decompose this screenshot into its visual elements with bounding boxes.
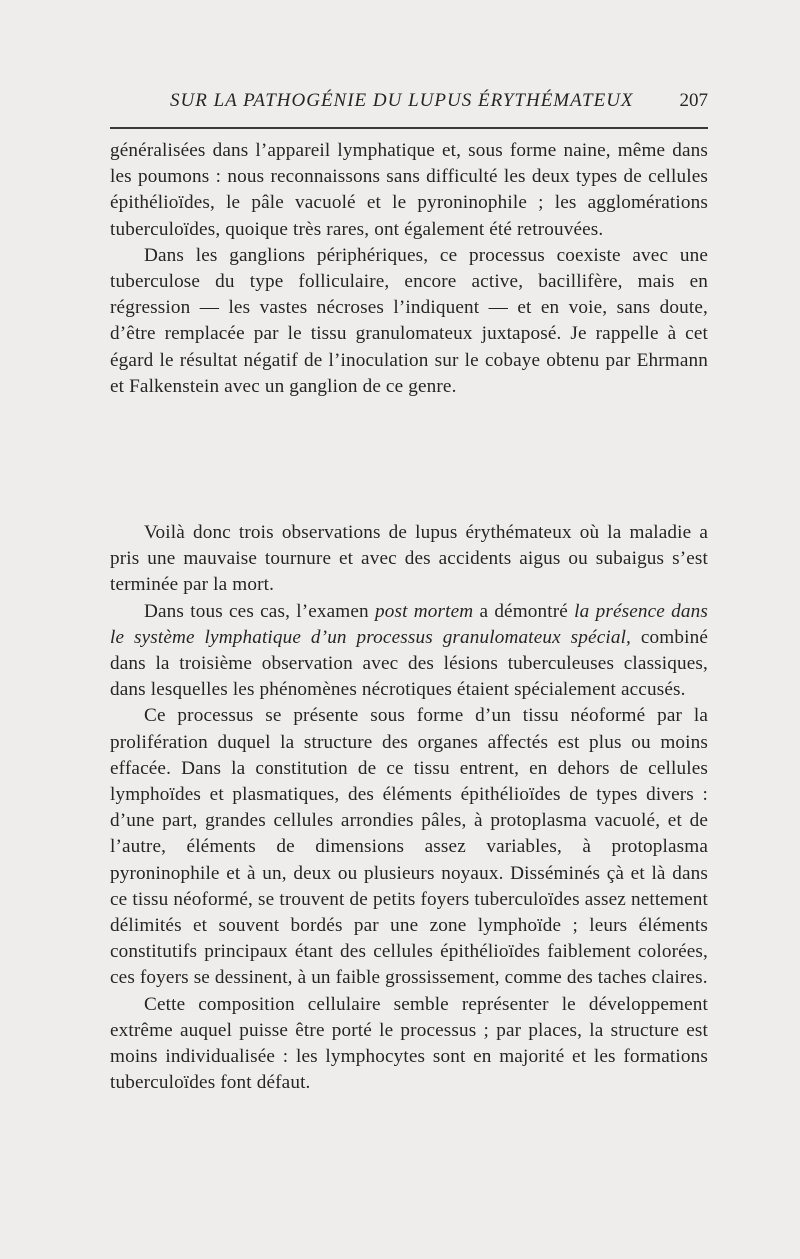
paragraph bbox=[110, 520, 708, 599]
header-rule bbox=[110, 127, 708, 129]
text-run: a démontré bbox=[473, 600, 575, 622]
text-run: Ce processus se présente sous forme d’un tissu néoformé par la prolifération duquel la structure des organes affectés est plus ou moins effacée. Dans la constitution de ce tissu entrent, en dehors de cellules lymphoïdes et plasmatiques, des éléments épithélioïdes de types divers : d’une part, grandes cellules arrondies pâles, à protoplasma vacuolé, et de l’autre, éléments de dimensions assez variables, à protoplasma pyroninophile et à un, deux ou plusieurs noyaux. Disséminés çà et là dans ce tissu néoformé, se trouvent de petits foyers tuberculoïdes assez nettement délimités et souvent bordés par une zone lymphoïde ; leurs éléments constitutifs principaux étant des cellules épithélioïdes faiblement colorées, ces foyers se dessinent, à un faible grossissement, comme des taches claires. bbox=[110, 705, 708, 989]
paragraph bbox=[110, 243, 708, 400]
text-run: combiné dans la troisième observation avec des lésions tuberculeuses classiques, dans lesquelles les phénomènes nécrotiques étaient spécialement accusés. bbox=[110, 626, 708, 701]
text-run: Cette composition cellulaire semble représenter le développement extrême auquel puisse être porté le processus ; par places, la structure est moins individualisée : les lymphocytes sont en majorité et les formations tuberculoïdes font défaut. bbox=[110, 993, 708, 1094]
paragraph bbox=[110, 138, 708, 243]
text-section-1 bbox=[110, 138, 708, 400]
paragraph bbox=[110, 599, 708, 704]
page-number: 207 bbox=[679, 90, 708, 111]
paragraph bbox=[110, 703, 708, 991]
running-head bbox=[110, 86, 708, 116]
text-run: Voilà donc trois observations de lupus érythémateux où la maladie a pris une mauvaise tournure et avec des accidents aigus ou subaigus s’est terminée par la mort. bbox=[110, 522, 708, 596]
text-run: généralisées dans l’appareil lymphatique et, sous forme naine, même dans les poumons : nous reconnaissons sans difficulté les deux types de cellules épithélioïdes, le pâle vacuolé et le pyroninophile ; les agglomérations tuberculoïdes, quoique très rares, ont également été retrouvées. bbox=[110, 140, 708, 240]
text-run: Dans les ganglions périphériques, ce processus coexiste avec une tuberculose du type folliculaire, encore active, bacillifère, mais en régression — les vastes nécroses l’indiquent — et en voie, sans doute, d’être remplacée par le tissu granulomateux juxtaposé. Je rappelle à cet égard le résultat négatif de l’inoculation sur le cobaye obtenu par Ehrmann et Falkenstein avec un ganglion de ce genre. bbox=[110, 244, 708, 397]
text-run: Dans tous ces cas, l’examen bbox=[144, 600, 375, 622]
italic-run: la présence dans le système lymphatique d’un processus granulomateux spécial, bbox=[110, 600, 709, 648]
italic-run: post mortem bbox=[374, 600, 474, 622]
paragraph bbox=[110, 992, 708, 1097]
running-title: SUR LA PATHOGÉNIE DU LUPUS ÉRYTHÉMATEUX bbox=[170, 90, 634, 111]
text-section-2 bbox=[110, 520, 708, 1096]
